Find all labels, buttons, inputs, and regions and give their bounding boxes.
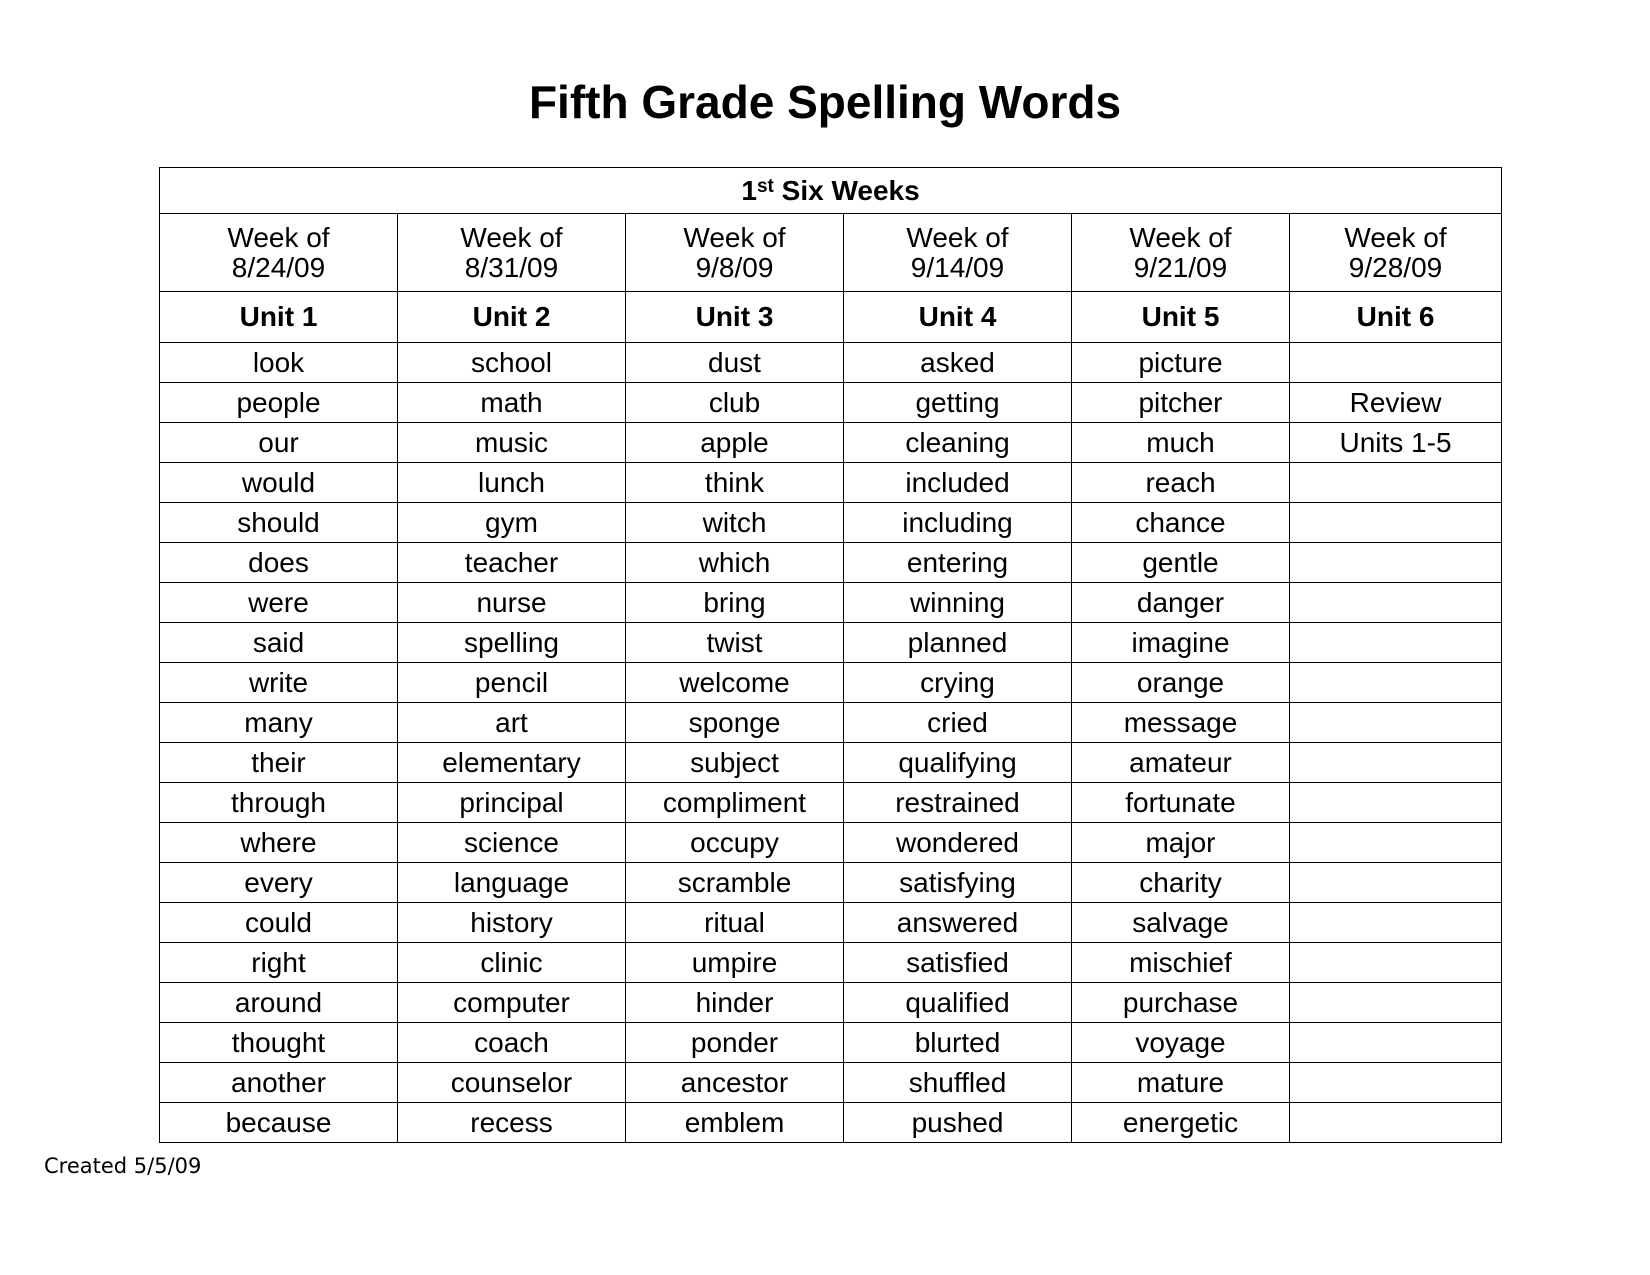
word-cell: bring xyxy=(626,583,844,623)
week-date: 8/31/09 xyxy=(464,251,559,283)
word-row xyxy=(160,983,1502,1023)
word-cell: club xyxy=(626,383,844,423)
unit-row xyxy=(160,292,1502,343)
word-row xyxy=(160,943,1502,983)
week-label: Week of xyxy=(1129,221,1232,253)
word-row xyxy=(160,623,1502,663)
week-label: Week of xyxy=(227,221,330,253)
word-cell: math xyxy=(398,383,626,423)
section-number: 1 xyxy=(741,174,757,206)
word-cell: winning xyxy=(844,583,1072,623)
week-label: Week of xyxy=(1344,221,1447,253)
word-row xyxy=(160,343,1502,383)
word-cell: satisfied xyxy=(844,943,1072,983)
word-cell: where xyxy=(160,823,398,863)
word-cell: which xyxy=(626,543,844,583)
word-cell: language xyxy=(398,863,626,903)
word-cell xyxy=(1290,463,1502,503)
word-cell: crying xyxy=(844,663,1072,703)
week-date: 9/28/09 xyxy=(1348,251,1443,283)
word-cell: Review xyxy=(1290,383,1502,423)
week-label: Week of xyxy=(906,221,1009,253)
word-cell xyxy=(1290,783,1502,823)
word-row xyxy=(160,503,1502,543)
word-row xyxy=(160,423,1502,463)
unit-heading: Unit 5 xyxy=(1072,292,1290,343)
word-cell: charity xyxy=(1072,863,1290,903)
word-cell xyxy=(1290,703,1502,743)
word-cell: every xyxy=(160,863,398,903)
word-row xyxy=(160,463,1502,503)
word-cell xyxy=(1290,1063,1502,1103)
word-cell: Units 1-5 xyxy=(1290,423,1502,463)
word-cell: wondered xyxy=(844,823,1072,863)
word-cell: does xyxy=(160,543,398,583)
section-ordinal-suffix: st xyxy=(756,175,774,197)
word-cell: another xyxy=(160,1063,398,1103)
unit-heading: Unit 4 xyxy=(844,292,1072,343)
word-cell: ritual xyxy=(626,903,844,943)
word-cell: computer xyxy=(398,983,626,1023)
word-row xyxy=(160,703,1502,743)
word-cell: welcome xyxy=(626,663,844,703)
word-cell: salvage xyxy=(1072,903,1290,943)
word-cell: major xyxy=(1072,823,1290,863)
word-cell: picture xyxy=(1072,343,1290,383)
word-cell: chance xyxy=(1072,503,1290,543)
word-cell xyxy=(1290,983,1502,1023)
word-cell: mature xyxy=(1072,1063,1290,1103)
word-row xyxy=(160,1063,1502,1103)
word-cell xyxy=(1290,943,1502,983)
word-cell: because xyxy=(160,1103,398,1143)
word-cell: sponge xyxy=(626,703,844,743)
word-cell: lunch xyxy=(398,463,626,503)
word-cell: shuffled xyxy=(844,1063,1072,1103)
word-cell: compliment xyxy=(626,783,844,823)
word-cell: purchase xyxy=(1072,983,1290,1023)
section-label: Six Weeks xyxy=(773,174,920,206)
word-cell xyxy=(1290,543,1502,583)
word-cell: blurted xyxy=(844,1023,1072,1063)
word-row xyxy=(160,1023,1502,1063)
word-cell: music xyxy=(398,423,626,463)
word-cell: cleaning xyxy=(844,423,1072,463)
week-cell xyxy=(844,214,1072,292)
week-cell xyxy=(1072,214,1290,292)
word-cell xyxy=(1290,343,1502,383)
word-cell: imagine xyxy=(1072,623,1290,663)
word-cell xyxy=(1290,503,1502,543)
word-cell: think xyxy=(626,463,844,503)
unit-heading: Unit 3 xyxy=(626,292,844,343)
unit-heading: Unit 6 xyxy=(1290,292,1502,343)
word-cell: message xyxy=(1072,703,1290,743)
word-cell: emblem xyxy=(626,1103,844,1143)
week-row xyxy=(160,214,1502,292)
word-cell: fortunate xyxy=(1072,783,1290,823)
word-row xyxy=(160,583,1502,623)
word-cell: getting xyxy=(844,383,1072,423)
word-row xyxy=(160,823,1502,863)
word-cell: scramble xyxy=(626,863,844,903)
word-cell: cried xyxy=(844,703,1072,743)
unit-heading: Unit 2 xyxy=(398,292,626,343)
word-cell: amateur xyxy=(1072,743,1290,783)
word-cell: counselor xyxy=(398,1063,626,1103)
word-row xyxy=(160,863,1502,903)
word-row xyxy=(160,383,1502,423)
section-header xyxy=(160,168,1502,214)
word-cell: hinder xyxy=(626,983,844,1023)
week-cell xyxy=(626,214,844,292)
word-cell: look xyxy=(160,343,398,383)
section-header-row xyxy=(160,168,1502,214)
word-cell: qualified xyxy=(844,983,1072,1023)
word-cell: science xyxy=(398,823,626,863)
word-cell: pitcher xyxy=(1072,383,1290,423)
word-cell: satisfying xyxy=(844,863,1072,903)
word-cell: witch xyxy=(626,503,844,543)
word-cell: subject xyxy=(626,743,844,783)
word-cell: through xyxy=(160,783,398,823)
word-row xyxy=(160,903,1502,943)
word-row xyxy=(160,543,1502,583)
week-date: 9/8/09 xyxy=(695,251,774,283)
week-cell xyxy=(1290,214,1502,292)
word-cell xyxy=(1290,583,1502,623)
word-cell: should xyxy=(160,503,398,543)
word-cell: thought xyxy=(160,1023,398,1063)
word-cell: gentle xyxy=(1072,543,1290,583)
word-cell: ponder xyxy=(626,1023,844,1063)
word-cell xyxy=(1290,903,1502,943)
word-cell: pushed xyxy=(844,1103,1072,1143)
week-date: 8/24/09 xyxy=(231,251,326,283)
word-cell: their xyxy=(160,743,398,783)
word-cell: much xyxy=(1072,423,1290,463)
week-cell xyxy=(160,214,398,292)
word-cell: including xyxy=(844,503,1072,543)
word-cell: danger xyxy=(1072,583,1290,623)
word-cell xyxy=(1290,1103,1502,1143)
word-cell: umpire xyxy=(626,943,844,983)
word-cell: elementary xyxy=(398,743,626,783)
word-row xyxy=(160,1103,1502,1143)
word-cell: right xyxy=(160,943,398,983)
word-cell: occupy xyxy=(626,823,844,863)
word-cell xyxy=(1290,623,1502,663)
word-cell: would xyxy=(160,463,398,503)
word-cell: apple xyxy=(626,423,844,463)
word-cell: art xyxy=(398,703,626,743)
word-cell: around xyxy=(160,983,398,1023)
word-cell: history xyxy=(398,903,626,943)
week-date: 9/14/09 xyxy=(910,251,1005,283)
word-cell: energetic xyxy=(1072,1103,1290,1143)
word-cell: could xyxy=(160,903,398,943)
word-cell: school xyxy=(398,343,626,383)
word-cell: clinic xyxy=(398,943,626,983)
word-cell xyxy=(1290,1023,1502,1063)
word-cell: voyage xyxy=(1072,1023,1290,1063)
word-row xyxy=(160,743,1502,783)
word-cell: mischief xyxy=(1072,943,1290,983)
word-cell: orange xyxy=(1072,663,1290,703)
created-date-note: Created 5/5/09 xyxy=(44,1154,202,1178)
word-cell: said xyxy=(160,623,398,663)
word-cell: qualifying xyxy=(844,743,1072,783)
word-cell: coach xyxy=(398,1023,626,1063)
word-cell: included xyxy=(844,463,1072,503)
word-cell: planned xyxy=(844,623,1072,663)
word-cell xyxy=(1290,863,1502,903)
page-title: Fifth Grade Spelling Words xyxy=(528,76,1122,128)
week-date: 9/21/09 xyxy=(1133,251,1228,283)
word-cell: answered xyxy=(844,903,1072,943)
word-cell: nurse xyxy=(398,583,626,623)
week-cell xyxy=(398,214,626,292)
word-cell: principal xyxy=(398,783,626,823)
word-cell: twist xyxy=(626,623,844,663)
word-cell: entering xyxy=(844,543,1072,583)
spelling-table xyxy=(159,167,1502,1143)
word-cell: ancestor xyxy=(626,1063,844,1103)
word-row xyxy=(160,783,1502,823)
word-cell xyxy=(1290,663,1502,703)
word-cell: spelling xyxy=(398,623,626,663)
word-cell: our xyxy=(160,423,398,463)
word-cell: people xyxy=(160,383,398,423)
word-cell: teacher xyxy=(398,543,626,583)
week-label: Week of xyxy=(460,221,563,253)
week-label: Week of xyxy=(683,221,786,253)
word-cell: gym xyxy=(398,503,626,543)
word-cell xyxy=(1290,823,1502,863)
word-cell: were xyxy=(160,583,398,623)
word-cell xyxy=(1290,743,1502,783)
word-cell: reach xyxy=(1072,463,1290,503)
word-cell: recess xyxy=(398,1103,626,1143)
word-cell: many xyxy=(160,703,398,743)
unit-heading: Unit 1 xyxy=(160,292,398,343)
word-row xyxy=(160,663,1502,703)
word-cell: asked xyxy=(844,343,1072,383)
word-cell: restrained xyxy=(844,783,1072,823)
word-cell: pencil xyxy=(398,663,626,703)
word-cell: dust xyxy=(626,343,844,383)
word-cell: write xyxy=(160,663,398,703)
